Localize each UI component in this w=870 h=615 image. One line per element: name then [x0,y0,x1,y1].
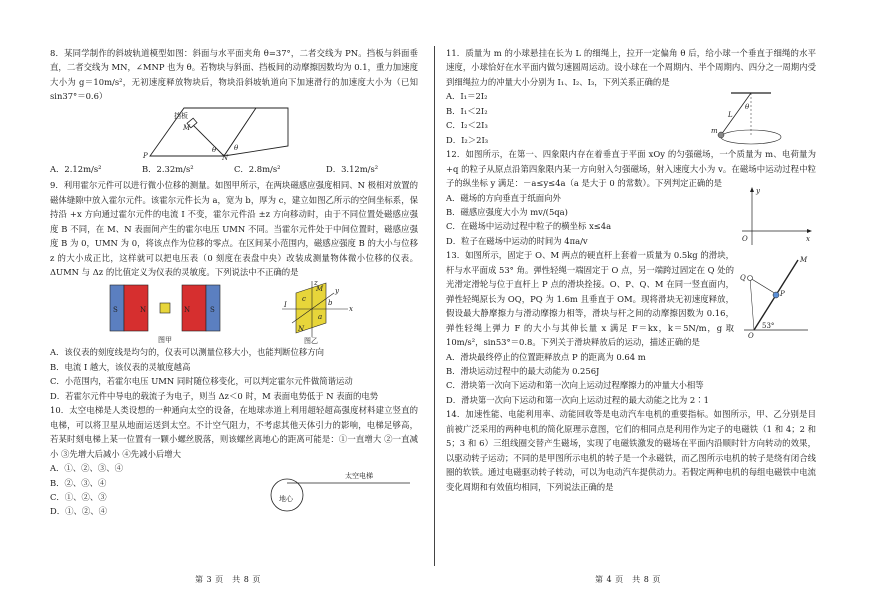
coordinate-axes-diagram [736,185,816,249]
label-theta-2: θ [234,143,239,152]
label-a: a [318,313,323,322]
q11-option-b[interactable]: B．I₁＜2I₂ [446,105,488,116]
q10-option-c[interactable]: C．①、②、③ [50,491,107,502]
question-12-body [446,186,816,249]
label-angle: 53° [762,322,775,331]
question-9-figure-area [50,279,418,345]
q8-option-c[interactable]: C．2.8m/s² [234,163,281,174]
conical-pendulum-diagram [701,89,791,151]
pulley [748,276,753,281]
label-s2: S [210,306,215,315]
x-arrow [807,229,812,233]
rope-qp [750,278,776,294]
q11-option-d[interactable]: D．I₂＞2I₃ [446,134,489,145]
q12-option-b[interactable]: B．磁感应强度大小为 mv/(5qa) [446,206,568,217]
rod-slider-diagram [736,252,816,338]
label-s1: S [113,306,118,315]
question-10-stem: 10．太空电梯是人类设想的一种通向太空的设备，在地球赤道上利用超轻超高强度材料建立竖直的电梯，可以将卫星从地面运送到太空。不计空气阻力，不考虑其他天体引力的影响，电梯足够高，若某时刻电梯上某一位置有一颗小螺丝脱落，则该螺丝离地心的距离可能是：①一直增大 ②一直减小 ③先增大后减小 ④先减小后增大 [50,405,418,459]
label-n2: N [184,306,191,315]
q9-option-b[interactable]: B．电流 I 越大，该仪表的灵敏度越高 [50,361,191,372]
q13-option-a[interactable]: A．滑块最终停止的位置距释放点 P 的距离为 0.64 m [446,351,646,362]
q13-option-c[interactable]: C．滑块第一次向下运动和第一次向上运动过程摩擦力的冲量大小相等 [446,380,704,391]
label-z: z [314,279,318,288]
label-board: 挡板 [174,111,188,120]
string [721,93,751,135]
slider [773,292,779,298]
question-13-stem: 13．如图所示，固定于 O、M 两点的硬直杆上套着一质量为 0.5kg 的滑块，杆与水平面成 53° 角。弹性轻绳一端固定于 O 点，另一端跨过固定在 Q 处的光滑定滑轮与位于直杆上 P 点的滑块拴接。O、P、Q、M 在同一竖直面内，弹性轻绳原长为 OQ，PQ 为 1.6m 且垂直于 OM。现将滑块无初速度释放，假设最大静摩擦力与滑动摩擦力相等，滑块与杆之间的动摩擦因数为 0.16，弹性轻绳上弹力 F 的大小与其伸长量 x 满足 F＝kx，k＝5N/m，g 取 10m/s²，sin53°＝0.8。下列关于滑块释放后的运动，描述正确的是 [446,250,734,348]
label-M: M [316,285,324,294]
circular-path [721,130,781,144]
slope-track-diagram [138,104,298,160]
q10-option-b[interactable]: B．②、③、④ [50,477,107,488]
rope-qo [750,278,754,330]
question-11-body [446,89,816,147]
y-arrow [750,187,754,192]
space-elevator-diagram [265,461,415,513]
label-N: N [222,153,229,160]
label-b: b [328,299,333,308]
label-center: 地心 [279,495,293,504]
label-n1: N [140,306,147,315]
q13-option-d[interactable]: D．滑块第一次向下运动和第一次向上运动过程的最大动能之比为 2∶1 [446,394,709,405]
q11-option-c[interactable]: C．I₂＜2I₃ [446,120,488,131]
right-page [435,0,870,615]
label-P: P [143,151,148,160]
left-column [50,46,418,519]
label-M: M [183,123,191,132]
right-page-footer: 第 4 页 共 8 页 [595,575,661,584]
figure-a-caption: 图甲 [158,336,172,345]
label-O: O [742,234,748,243]
q12-option-d[interactable]: D．粒子在磁场中运动的时间为 4πa/v [446,235,588,246]
question-14-stem: 14．加速性能、电能利用率、动能回收等是电动汽车电机的重要指标。如图所示，甲、乙分别是目前被广泛采用的两种电机的简化原理示意图，它们的相同点是利用作为定子的电磁铁（1 和 4；2 和 5；3 和 6）三组线圈交替产生磁场，实现了电磁铁激发的磁场在平面内沿顺时针方向转动的效果，以驱动转子运动；不同的是甲图所示电机的转子是一个永磁铁，而乙图所示电机的转子是绕有闭合线圈的软铁。通过电磁驱动转子转动，可以为电动汽车提供动力。若假定两种电机的每组电磁铁中电流变化周期和有效值均相同，下列说法正确的是 [446,409,816,492]
label-P: P [780,290,785,299]
question-8-stem: 8．某同学制作的斜坡轨道模型如图：斜面与水平面夹角 θ=37°，二者交线为 PN。挡板与斜面垂直，二者交线为 MN，∠MNP 也为 θ。若物块与斜面、挡板间的动摩擦因数均为 0.1，重力加速度大小为 g＝10m/s²，无初速度释放物块后，物块沿斜坡轨道向下加速滑行的加速度大小为（已知 sin37°＝0.6） [50,48,418,102]
q8-option-b[interactable]: B．2.32m/s² [142,163,194,174]
right-column [446,46,816,494]
q9-option-d[interactable]: D．若霍尔元件中导电的载流子为电子，则当 Δz＜0 时，M 表面电势低于 N 表面的电势 [50,390,379,401]
label-y: y [335,287,339,296]
left-page-footer: 第 3 页 共 8 页 [195,575,261,584]
question-10-body [50,461,418,519]
hall-magnets-diagram [100,279,250,345]
q11-option-a[interactable]: A．I₁＝2I₂ [446,91,488,102]
q10-option-d[interactable]: D．①、②、④ [50,506,107,517]
q12-option-c[interactable]: C．在磁场中运动过程中粒子的横坐标 x≤4a [446,221,612,232]
label-x: x [349,305,353,314]
label-x: x [806,234,810,243]
q12-option-a[interactable]: A．磁场的方向垂直于纸面向外 [446,192,561,203]
label-theta: θ [745,103,750,112]
ball [718,132,724,138]
label-O: O [748,332,754,339]
label-elevator: 太空电梯 [345,472,373,481]
q8-option-a[interactable]: A．2.12m/s² [50,163,102,174]
label-L: L [728,111,733,120]
question-9-stem: 9．利用霍尔元件可以进行微小位移的测量。如图甲所示，在两块磁感应强度相同、N 极相对放置的磁体缝隙中放入霍尔元件。该霍尔元件长为 a，宽为 b，厚为 c，建立如图乙所示的空间坐标系，保持沿 +x 方向通过霍尔元件的电流 I 不变，霍尔元件沿 ±z 方向移动时，由于不同位置处磁感应强度 B 不同，在 M、N 表面间产生的霍尔电压 UMN 不同。当霍尔元件处于中间位置时，磁感应强度 B 为 0，UMN 为 0，将该点作为位移的零点。在区间某小范围内，磁感应强度 B 的大小与位移 z 的大小成正比，这样就可以把电压表（0 刻度在表盘中央）改装成测量物体微小位移的仪表。ΔUMN 与 Δz 的比值定义为仪表的灵敏度。下列说法中不正确的是 [50,180,418,277]
label-Q: Q [740,274,746,283]
q10-option-a[interactable]: A．①、②、③、④ [50,463,124,474]
q9-option-a[interactable]: A．该仪表的刻度线是均匀的，仪表可以测量位移大小，也能判断位移方向 [50,347,325,358]
question-11-stem: 11．质量为 m 的小球悬挂在长为 L 的细绳上，拉开一定偏角 θ 后，给小球一个垂直于细绳的水平速度，小球恰好在水平面内做匀速圆周运动。设小球在一个周期内、半个周期内、四分之一周期内受到细绳拉力的冲量大小分别为 I₁、I₂、I₃，下列关系正确的是 [446,48,816,87]
question-8-options [50,162,418,176]
label-y: y [756,186,760,195]
q9-option-c[interactable]: C．小范围内，若霍尔电压 UMN 同时随位移变化，可以判定霍尔元件做简谐运动 [50,376,353,387]
label-N: N [298,325,305,334]
hall-coordinate-diagram [272,279,362,345]
question-13-block [446,248,816,349]
label-c: c [302,295,306,304]
q8-option-d[interactable]: D．3.12m/s² [326,163,379,174]
label-theta-1: θ [212,145,217,154]
question-12-stem: 12．如图所示，在第一、四象限内存在着垂直于平面 xOy 的匀强磁场，一个质量为 m、电荷量为 +q 的粒子从原点沿第四象限内某一方向射入匀强磁场，射入速度大小为 v。在磁场中运动过程中粒子的纵坐标 y 满足：－a≤y≤4a（a 是大于 0 的常数）。下列判定正确的是 [446,149,816,189]
label-M: M [800,256,808,265]
hall-element [160,303,170,313]
question-8-figure-area [50,104,418,160]
label-m: m [711,127,718,136]
label-I: I [284,301,287,310]
q13-option-b[interactable]: B．滑块运动过程中的最大动能为 0.256J [446,365,600,376]
figure-b-caption: 图乙 [304,337,318,346]
